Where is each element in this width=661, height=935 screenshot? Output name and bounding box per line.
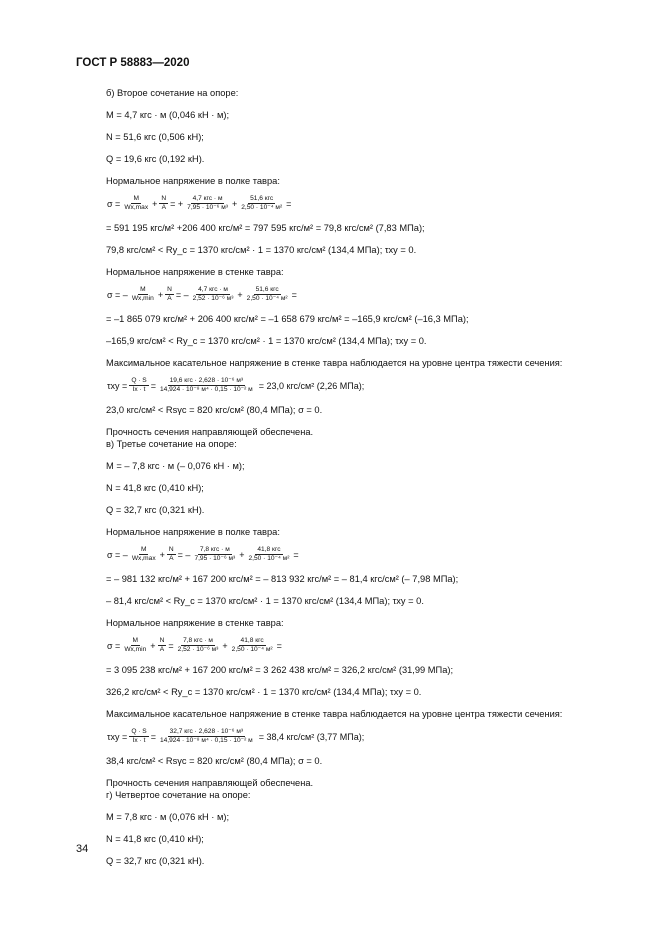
equation-web-stress: σ = – $\frac{M}{Wx,\min}$ + $\frac{N}{A}$ = – $\frac{\text{4,7 кгс · м}}{\text{2,52 · 10⁻⁶ м³}}$ + $\frac{\text{51,6 кгс}}{\text{2,50 · 10⁻⁴ м²}}$ = <box>107 286 297 302</box>
section-b-heading: б) Второе сочетание на опоре: <box>106 88 239 98</box>
check-line: 79,8 кгс/см² < Ry_c = 1370 кгс/см² · 1 = 1370 кгс/см² (134,4 МПа); τxy = 0. <box>106 245 417 255</box>
shear-stress-label: Максимальное касательное напряжение в стенке тавра наблюдается на уровне центра тяжести сечения: <box>106 358 563 368</box>
strength-conclusion: Прочность сечения направляющей обеспечена. <box>106 778 314 788</box>
shear-stress-label: Максимальное касательное напряжение в стенке тавра наблюдается на уровне центра тяжести сечения: <box>106 709 563 719</box>
check-line: 38,4 кгс/см² < Rsγc = 820 кгс/см² (80,4 МПа); σ = 0. <box>106 756 323 766</box>
check-line: – 81,4 кгс/см² < Ry_c = 1370 кгс/см² · 1 = 1370 кгс/см² (134,4 МПа); τxy = 0. <box>106 596 424 606</box>
result-line: = 3 095 238 кгс/м² + 167 200 кгс/м² = 3 262 438 кгс/м² = 326,2 кгс/см² (31,99 МПа); <box>106 665 454 675</box>
page-number: 34 <box>76 843 89 855</box>
check-line: –165,9 кгс/см² < Ry_c = 1370 кгс/см² · 1 = 1370 кгс/см² (134,4 МПа); τxy = 0. <box>106 336 427 346</box>
equation-web-stress: σ = $\frac{M}{Wx,\min}$ + $\frac{N}{A}$ = $\frac{\text{7,8 кгс · м}}{\text{2,52 · 10⁻⁶ м³}}$ + $\frac{\text{41,8 кгс}}{\text{2,50 · 10⁻⁴ м²}}$ = <box>107 637 282 653</box>
shear-force-line: Q = 32,7 кгс (0,321 кН). <box>106 505 205 515</box>
strength-conclusion: Прочность сечения направляющей обеспечена. <box>106 427 314 437</box>
equation-flange-stress: σ = – $\frac{M}{Wx,\max}$ + $\frac{N}{A}$ = – $\frac{\text{7,8 кгс · м}}{\text{7,95 · 10⁻⁶ м³}}$ + $\frac{\text{41,8 кгс}}{\text{2,50 · 10⁻⁴ м²}}$ = <box>107 546 299 562</box>
moment-line: M = 7,8 кгс · м (0,076 кН · м); <box>106 812 230 822</box>
equation-flange-stress: σ = $\frac{M}{Wx,\max}$ + $\frac{N}{A}$ = + $\frac{\text{4,7 кгс · м}}{\text{7,95 · 10⁻⁶ м³}}$ + $\frac{\text{51,6 кгс}}{\text{2,50 · 10⁻⁴ м²}}$ = <box>107 195 292 211</box>
web-normal-stress-label: Нормальное напряжение в стенке тавра: <box>106 267 284 277</box>
result-line: = – 981 132 кгс/м² + 167 200 кгс/м² = – 813 932 кгс/м² = – 81,4 кгс/см² (– 7,98 МПа); <box>106 574 459 584</box>
section-d-heading: г) Четвертое сочетание на опоре: <box>106 790 251 800</box>
document-header: ГОСТ Р 58883—2020 <box>76 57 190 69</box>
check-line: 23,0 кгс/см² < Rsγc = 820 кгс/см² (80,4 МПа); σ = 0. <box>106 405 323 415</box>
result-line: = 591 195 кгс/м² +206 400 кгс/м² = 797 595 кгс/м² = 79,8 кгс/см² (7,83 МПа); <box>106 223 425 233</box>
flange-normal-stress-label: Нормальное напряжение в полке тавра: <box>106 527 280 537</box>
axial-force-line: N = 51,6 кгс (0,506 кН); <box>106 132 204 142</box>
axial-force-line: N = 41,8 кгс (0,410 кН); <box>106 483 204 493</box>
moment-line: M = 4,7 кгс · м (0,046 кН · м); <box>106 110 230 120</box>
result-line: = –1 865 079 кгс/м² + 206 400 кгс/м² = –1 658 679 кгс/м² = –165,9 кгс/см² (–16,3 МПа); <box>106 314 469 324</box>
page-content <box>106 87 606 867</box>
moment-line: M = – 7,8 кгс · м (– 0,076 кН · м); <box>106 461 245 471</box>
web-normal-stress-label: Нормальное напряжение в стенке тавра: <box>106 618 284 628</box>
shear-force-line: Q = 32,7 кгс (0,321 кН). <box>106 856 205 866</box>
check-line: 326,2 кгс/см² < Ry_c = 1370 кгс/см² · 1 = 1370 кгс/см² (134,4 МПа); τxy = 0. <box>106 687 422 697</box>
section-c-heading: в) Третье сочетание на опоре: <box>106 439 237 449</box>
shear-force-line: Q = 19,6 кгс (0,192 кН). <box>106 154 205 164</box>
equation-shear-stress: τxy = $\frac{Q \cdot S}{Ix \cdot t}$ = $\frac{\text{32,7 кгс · 2,628 · 10⁻⁶ м³}}{\text{14,924 · 10⁻⁸ м⁴ · 0,15 · 10⁻² м}}$ = 38,4 кгс/см² (3,77 МПа); <box>107 728 365 744</box>
axial-force-line: N = 41,8 кгс (0,410 кН); <box>106 834 204 844</box>
flange-normal-stress-label: Нормальное напряжение в полке тавра: <box>106 176 280 186</box>
equation-shear-stress: τxy = $\frac{Q \cdot S}{Ix \cdot t}$ = $\frac{\text{19,6 кгс · 2,628 · 10⁻⁶ м³}}{\text{14,924 · 10⁻⁸ м⁴ · 0,15 · 10⁻² м}}$ = 23,0 кгс/см² (2,26 МПа); <box>107 377 365 393</box>
